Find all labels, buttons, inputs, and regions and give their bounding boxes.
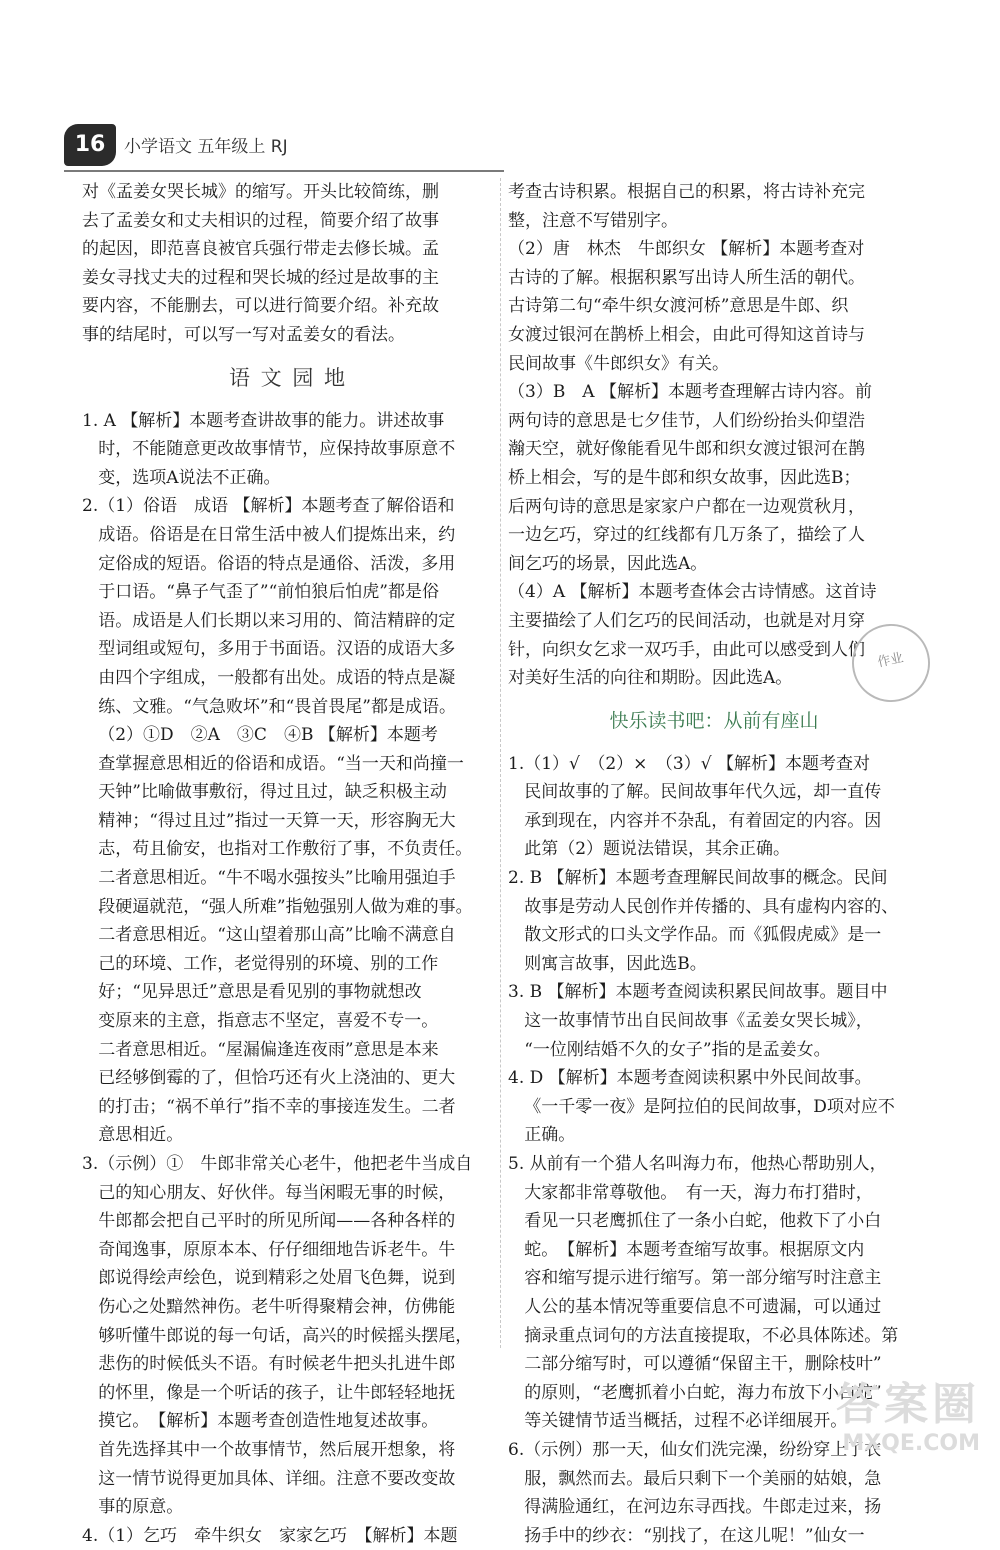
text-line: 3.（示例）① 牛郎非常关心老牛，他把老牛当成自	[82, 1154, 473, 1174]
text-line: 姜女寻找丈夫的过程和哭长城的经过是故事的主	[82, 267, 439, 288]
text-line: 1. A 【解析】本题考查讲故事的能力。讲述故事	[82, 410, 445, 431]
text-line: 精神；“得过且过”指过一天算一天，形容胸无大	[82, 810, 456, 831]
text-line: 3. B 【解析】本题考查阅读积累民间故事。题目中	[508, 982, 888, 1003]
text-line: 好；“见异思迁”意思是看见别的事物就想改	[82, 982, 422, 1003]
text-line: 对美好生活的向往和期盼。因此选A。	[508, 668, 793, 689]
text-line: 容和缩写提示进行缩写。第一部分缩写时注意主	[508, 1268, 882, 1289]
text-line: 1.（1）√ （2）× （3）√ 【解析】本题考查对	[508, 753, 870, 774]
text-line: 两句诗的意思是七夕佳节，人们纷纷抬头仰望浩	[508, 410, 865, 431]
text-line: 摸它。 【解析】本题考查创造性地复述故事。	[82, 1411, 439, 1432]
text-line: 对《孟姜女哭长城》的缩写。开头比较简练，删	[82, 182, 439, 202]
text-line: 成语。俗语是在日常生活中被人们提炼出来，约	[82, 524, 456, 545]
text-line: 针，向织女乞求一双巧手，由此可以感受到人们	[508, 639, 865, 660]
text-line: 6.（示例）那一天，仙女们洗完澡，纷纷穿上了衣	[508, 1439, 882, 1460]
text-line: 悲伤的时候低头不语。有时候老牛把头扎进牛郎	[82, 1354, 456, 1375]
text-line: 整，注意不写错别字。	[508, 210, 678, 231]
text-line: “一位刚结婚不久的女子”指的是孟姜女。	[508, 1039, 831, 1060]
text-line: 4.（1）乞巧 牵牛织女 家家乞巧 【解析】本题	[82, 1525, 458, 1546]
text-line: 考查古诗积累。根据自己的积累，将古诗补充完	[508, 182, 865, 202]
text-line: 服，飘然而去。最后只剩下一个美丽的姑娘，急	[508, 1468, 882, 1489]
text-line: 得满脸通红，在河边东寻西找。牛郎走过来，扬	[508, 1497, 882, 1518]
watermark	[836, 1379, 980, 1457]
text-line: 的怀里，像是一个听话的孩子，让牛郎轻轻地抚	[82, 1382, 456, 1403]
text-line: （2）①D ②A ③C ④B 【解析】本题考	[82, 725, 438, 746]
text-line: 牛郎都会把自己平时的所见所闻——各种各样的	[82, 1211, 456, 1232]
left-column	[82, 178, 494, 1550]
text-line: 事的结尾时，可以写一写对孟姜女的看法。	[82, 324, 405, 345]
text-line: 2.（1）俗语 成语 【解析】本题考查了解俗语和	[82, 496, 455, 517]
text-line: 由四个字组成，一般都有出处。成语的特点是凝	[82, 667, 456, 688]
text-line: 桥上相会，写的是牛郎和织女故事，因此选B；	[508, 467, 861, 488]
text-line: （2）唐 林杰 牛郎织女 【解析】本题考查对	[508, 239, 865, 260]
text-line: 伤心之处黯然神伤。老牛听得聚精会神，仿佛能	[82, 1296, 456, 1317]
watermark-url: MXQE.COM	[842, 1431, 980, 1456]
text-line: 古诗的了解。根据积累写出诗人所生活的朝代。	[508, 267, 865, 288]
text-line: 摘录重点词句的方法直接提取，不必具体陈述。第	[508, 1325, 899, 1346]
text-line: 事的原意。	[82, 1497, 184, 1518]
text-line: 变，选项A说法不正确。	[82, 467, 281, 488]
text-line: 《一千零一夜》是阿拉伯的民间故事，D项对应不	[508, 1096, 895, 1117]
text-line: 己的环境、工作，老觉得别的环境、别的工作	[82, 953, 439, 974]
text-line: 大家都非常尊敬他。 有一天，海力布打猎时，	[508, 1182, 873, 1203]
text-line: 的起因，即范喜良被官兵强行带走去修长城。孟	[82, 239, 439, 260]
text-line: 5. 从前有一个猎人名叫海力布，他热心帮助别人，	[508, 1154, 887, 1174]
page-number: 16	[64, 124, 116, 166]
column-divider	[500, 178, 501, 1348]
text-line: 够听懂牛郎说的每一句话，高兴的时候摇头摆尾，	[82, 1325, 473, 1346]
text-line: 则寓言故事，因此选B。	[508, 953, 707, 974]
text-line: 这一故事情节出自民间故事《孟姜女哭长城》，	[508, 1011, 873, 1032]
text-line: 二部分缩写时，可以遵循“保留主干，删除枝叶”	[508, 1354, 882, 1375]
text-line: 瀚天空，就好像能看见牛郎和织女渡过银河在鹊	[508, 439, 865, 460]
text-line: 已经够倒霉的了，但恰巧还有火上浇油的、更大	[82, 1068, 456, 1089]
text-line: 蛇。 【解析】本题考查缩写故事。根据原文内	[508, 1239, 865, 1260]
text-line: 变原来的主意，指意志不坚定，喜爱不专一。	[82, 1011, 439, 1032]
homework-stamp: 作业	[845, 617, 938, 710]
text-line: 定俗成的短语。俗语的特点是通俗、活泼，多用	[82, 553, 456, 574]
text-line: 看见一只老鹰抓住了一条小白蛇，他救下了小白	[508, 1211, 882, 1232]
text-line: 此第（2）题说法错误，其余正确。	[508, 839, 791, 860]
book-title: 小学语文 五年级上 RJ	[124, 137, 288, 157]
watermark-logo: 答案圈	[836, 1379, 980, 1430]
text-line: 扬手中的纱衣：“别找了，在这儿呢！”仙女一	[508, 1525, 865, 1546]
text-line: （3）B A 【解析】本题考查理解古诗内容。前	[508, 382, 872, 403]
text-line: 女渡过银河在鹊桥上相会，由此可得知这首诗与	[508, 324, 865, 345]
text-line: 散文形式的口头文学作品。而《狐假虎威》是一	[508, 925, 882, 946]
text-line: 2. B 【解析】本题考查理解民间故事的概念。民间	[508, 868, 888, 889]
text-line: 的原则，“老鹰抓着小白蛇，海力布放下小白蛇”	[508, 1382, 882, 1403]
text-line: 二者意思相近。“这山望着那山高”比喻不满意自	[82, 925, 456, 946]
text-line: 段硬逼就范，“强人所难”指勉强别人做为难的事。	[82, 896, 473, 917]
text-line: 一边乞巧，穿过的红线都有几万条了，描绘了人	[508, 525, 865, 546]
section-heading: 快乐读书吧：从前有座山	[609, 709, 819, 732]
text-line: 型词组或短句，多用于书面语。汉语的成语大多	[82, 639, 456, 660]
text-line: 语。成语是人们长期以来习用的、简洁精辟的定	[82, 610, 456, 631]
text-line: （4）A 【解析】本题考查体会古诗情感。这首诗	[508, 582, 877, 603]
text-line: 去了孟姜女和丈夫相识的过程，简要介绍了故事	[82, 210, 439, 231]
text-line: 这一情节说得更加具体、详细。注意不要改变故	[82, 1468, 456, 1489]
text-line: 己的知心朋友、好伙伴。每当闲暇无事的时候，	[82, 1182, 456, 1203]
text-line: 人公的基本情况等重要信息不可遗漏，可以通过	[508, 1296, 882, 1317]
text-line: 民间故事的了解。民间故事年代久远，却一直传	[508, 782, 882, 803]
text-line: 正确。	[508, 1125, 576, 1146]
text-line: 古诗第二句“牵牛织女渡河桥”意思是牛郎、织	[508, 296, 849, 317]
section-heading: 语 文 园 地	[228, 365, 348, 390]
text-line: 要内容，不能删去，可以进行简要介绍。补充故	[82, 296, 439, 317]
text-line: 4. D 【解析】本题考查阅读积累中外民间故事。	[508, 1068, 872, 1089]
text-line: 查掌握意思相近的俗语和成语。“当一天和尚撞一	[82, 753, 464, 774]
text-line: 志，苟且偷安，也指对工作敷衍了事，不负责任。	[82, 839, 473, 860]
text-line: 的打击；“祸不单行”指不幸的事接连发生。二者	[82, 1096, 456, 1117]
text-line: 郎说得绘声绘色，说到精彩之处眉飞色舞，说到	[82, 1268, 456, 1289]
right-column	[508, 178, 920, 1550]
text-line: 故事是劳动人民创作并传播的、具有虚构内容的、	[508, 896, 899, 917]
text-line: 时，不能随意更改故事情节，应保持故事原意不	[82, 439, 456, 460]
text-line: 二者意思相近。“屋漏偏逢连夜雨”意思是本来	[82, 1039, 439, 1060]
text-line: 天钟”比喻做事敷衍，得过且过，缺乏积极主动	[82, 782, 447, 803]
text-line: 练、文雅。“气急败坏”和“畏首畏尾”都是成语。	[82, 696, 456, 717]
header-rule	[64, 170, 504, 172]
text-line: 承到现在，内容并不杂乱，有着固定的内容。因	[508, 810, 882, 831]
text-line: 后两句诗的意思是家家户户都在一边观赏秋月，	[508, 496, 865, 517]
text-line: 间乞巧的场景，因此选A。	[508, 553, 708, 574]
text-line: 意思相近。	[82, 1125, 184, 1146]
text-line: 奇闻逸事，原原本本、仔仔细细地告诉老牛。牛	[82, 1239, 456, 1260]
text-line: 主要描绘了人们乞巧的民间活动，也就是对月穿	[508, 610, 865, 631]
text-line: 于口语。“鼻子气歪了”“前怕狼后怕虎”都是俗	[82, 582, 439, 603]
text-line: 二者意思相近。“牛不喝水强按头”比喻用强迫手	[82, 868, 456, 889]
text-line: 首先选择其中一个故事情节，然后展开想象，将	[82, 1439, 456, 1460]
text-line: 民间故事《牛郎织女》有关。	[508, 353, 729, 374]
text-line: 等关键情节适当概括，过程不必详细展开。	[508, 1411, 848, 1432]
